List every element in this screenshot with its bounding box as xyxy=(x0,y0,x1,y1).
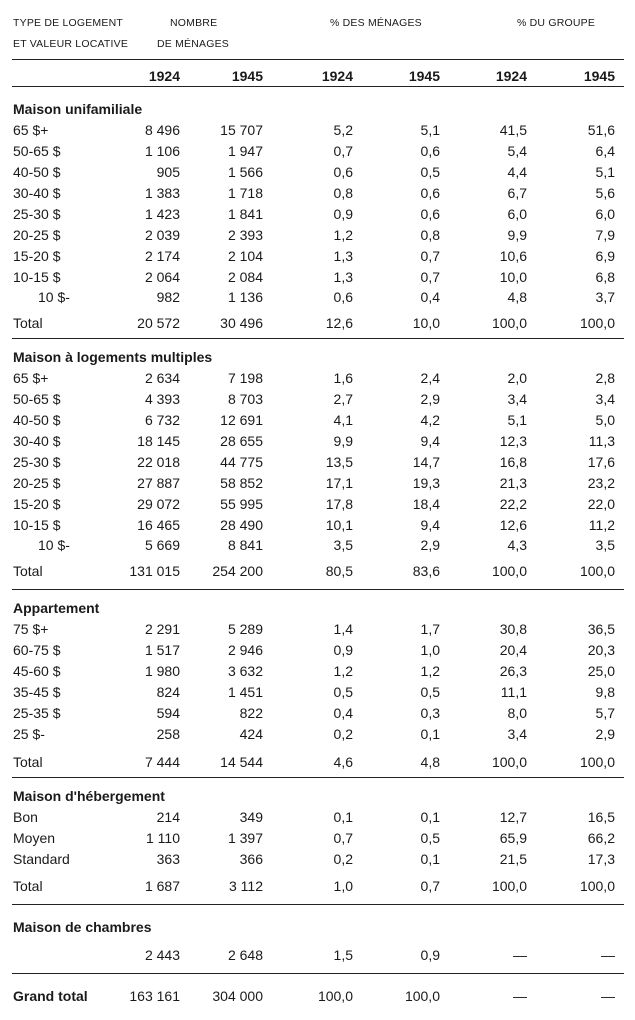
cell-value: 18 145 xyxy=(137,433,180,449)
section-title-label: Maison d'hébergement xyxy=(13,788,165,804)
cell-value: 1,2 xyxy=(333,663,353,679)
total-label: Total xyxy=(13,563,43,579)
cell-value: 824 xyxy=(156,684,180,700)
total-label: Total xyxy=(13,754,43,770)
cell-value: 2 064 xyxy=(144,269,180,285)
cell-value: 0,1 xyxy=(420,809,440,825)
cell-value: 3,7 xyxy=(595,289,615,305)
cell-value: 11,1 xyxy=(500,684,527,700)
cell-value: 100,0 xyxy=(491,563,527,579)
table-row xyxy=(0,724,635,744)
cell-value: 7 444 xyxy=(144,754,180,770)
row-label: 30-40 $ xyxy=(13,433,61,449)
cell-value: 0,2 xyxy=(333,851,353,867)
cell-value: 17,6 xyxy=(587,454,615,470)
cell-value: 30 496 xyxy=(220,315,263,331)
cell-value: 1 106 xyxy=(144,143,180,159)
cell-value: 41,5 xyxy=(499,122,527,138)
row-label: 65 $+ xyxy=(13,370,49,386)
table-row xyxy=(0,141,635,161)
section-title-label: Maison à logements multiples xyxy=(13,349,213,365)
cell-value: 100,0 xyxy=(579,315,615,331)
cell-value: 17,8 xyxy=(325,496,353,512)
section-title xyxy=(0,99,635,119)
cell-value: 0,5 xyxy=(420,164,440,180)
cell-value: 10,0 xyxy=(499,269,527,285)
header-type-line1: TYPE DE LOGEMENT xyxy=(13,17,123,29)
cell-value: 4,2 xyxy=(420,412,440,428)
cell-value: 905 xyxy=(156,164,180,180)
cell-value: 10,0 xyxy=(412,315,440,331)
cell-value: 3,4 xyxy=(507,391,527,407)
total-label: Total xyxy=(13,315,43,331)
cell-value: 0,9 xyxy=(333,206,353,222)
cell-value: — xyxy=(601,988,615,1004)
table-row xyxy=(0,246,635,266)
cell-value: 0,6 xyxy=(420,206,440,222)
cell-value: 2 039 xyxy=(144,227,180,243)
cell-value: 22,0 xyxy=(587,496,615,512)
years-rule xyxy=(12,86,624,87)
total-label: Total xyxy=(13,878,43,894)
cell-value: 12,3 xyxy=(499,433,527,449)
cell-value: 23,2 xyxy=(587,475,615,491)
cell-value: 20,3 xyxy=(587,642,615,658)
cell-value: 10,6 xyxy=(499,248,527,264)
cell-value: 2,9 xyxy=(420,391,440,407)
cell-value: 0,7 xyxy=(333,143,353,159)
section-title-label: Maison unifamiliale xyxy=(13,101,143,117)
cell-value: 0,7 xyxy=(420,269,440,285)
table-row xyxy=(0,945,635,965)
cell-value: 1 110 xyxy=(146,830,180,846)
cell-value: 5,1 xyxy=(595,164,615,180)
cell-value: 11,2 xyxy=(588,517,615,533)
cell-value: 6 732 xyxy=(144,412,180,428)
cell-value: 2 291 xyxy=(144,621,180,637)
row-label: 25-30 $ xyxy=(13,206,61,222)
cell-value: 2 393 xyxy=(227,227,263,243)
cell-value: 3,5 xyxy=(333,537,353,553)
cell-value: 5 289 xyxy=(227,621,263,637)
cell-value: 16 465 xyxy=(137,517,180,533)
cell-value: 6,8 xyxy=(595,269,615,285)
grand-total-row xyxy=(0,986,635,1006)
cell-value: 1,3 xyxy=(333,269,353,285)
cell-value: 21,3 xyxy=(499,475,527,491)
cell-value: 17,1 xyxy=(325,475,353,491)
cell-value: 9,4 xyxy=(420,517,440,533)
row-label: 60-75 $ xyxy=(13,642,61,658)
cell-value: 9,8 xyxy=(595,684,615,700)
cell-value: 6,0 xyxy=(595,206,615,222)
cell-value: 14 544 xyxy=(220,754,263,770)
cell-value: 5,0 xyxy=(595,412,615,428)
cell-value: 36,5 xyxy=(587,621,615,637)
cell-value: 0,6 xyxy=(420,185,440,201)
table-row xyxy=(0,828,635,848)
cell-value: 65,9 xyxy=(499,830,527,846)
cell-value: 0,7 xyxy=(420,878,440,894)
cell-value: 2 174 xyxy=(144,248,180,264)
cell-value: 4,8 xyxy=(420,754,440,770)
cell-value: 58 852 xyxy=(220,475,263,491)
table-row xyxy=(0,204,635,224)
cell-value: 20,4 xyxy=(499,642,527,658)
cell-value: 100,0 xyxy=(579,754,615,770)
total-row xyxy=(0,752,635,772)
cell-value: 1 841 xyxy=(227,206,263,222)
row-label: Bon xyxy=(13,809,38,825)
cell-value: 2,8 xyxy=(595,370,615,386)
cell-value: 0,2 xyxy=(333,726,353,742)
row-label: 15-20 $ xyxy=(13,496,61,512)
cell-value: 4 393 xyxy=(144,391,180,407)
cell-value: 30,8 xyxy=(499,621,527,637)
cell-value: 0,6 xyxy=(420,143,440,159)
row-label: Moyen xyxy=(13,830,56,846)
table-row xyxy=(0,452,635,472)
cell-value: 29 072 xyxy=(137,496,180,512)
cell-value: 4,4 xyxy=(507,164,527,180)
cell-value: 363 xyxy=(156,851,180,867)
cell-value: 16,5 xyxy=(587,809,615,825)
cell-value: 0,4 xyxy=(333,705,353,721)
total-row xyxy=(0,313,635,333)
cell-value: 0,1 xyxy=(420,726,440,742)
cell-value: 100,0 xyxy=(491,878,527,894)
table-row xyxy=(0,515,635,535)
cell-value: 366 xyxy=(239,851,263,867)
table-row xyxy=(0,640,635,660)
cell-value: 100,0 xyxy=(579,563,615,579)
cell-value: 11,3 xyxy=(588,433,615,449)
header-type-line2: ET VALEUR LOCATIVE xyxy=(13,38,129,50)
section-rule xyxy=(12,777,624,778)
cell-value: 0,3 xyxy=(420,705,440,721)
cell-value: 5,4 xyxy=(507,143,527,159)
section-rule xyxy=(12,589,624,590)
cell-value: 5,6 xyxy=(595,185,615,201)
row-label: 10 $- xyxy=(38,289,70,305)
cell-value: 14,7 xyxy=(412,454,440,470)
cell-value: 1,2 xyxy=(420,663,440,679)
year-label: 1945 xyxy=(583,68,615,84)
cell-value: 100,0 xyxy=(317,988,353,1004)
table-row xyxy=(0,225,635,245)
year-label: 1945 xyxy=(408,68,440,84)
cell-value: 2,4 xyxy=(420,370,440,386)
row-label: 50-65 $ xyxy=(13,391,61,407)
cell-value: 6,4 xyxy=(595,143,615,159)
table-row xyxy=(0,473,635,493)
cell-value: 2,7 xyxy=(333,391,353,407)
cell-value: 26,3 xyxy=(499,663,527,679)
row-label: 40-50 $ xyxy=(13,164,61,180)
cell-value: 0,8 xyxy=(420,227,440,243)
table-row xyxy=(0,183,635,203)
table-row xyxy=(0,703,635,723)
row-label: 20-25 $ xyxy=(13,475,61,491)
cell-value: 163 161 xyxy=(129,988,180,1004)
cell-value: 80,5 xyxy=(325,563,353,579)
cell-value: 0,5 xyxy=(333,684,353,700)
cell-value: 0,1 xyxy=(333,809,353,825)
header-rule xyxy=(12,59,624,60)
year-label: 1924 xyxy=(148,68,180,84)
cell-value: 9,9 xyxy=(507,227,527,243)
cell-value: 304 000 xyxy=(212,988,263,1004)
cell-value: 6,7 xyxy=(507,185,527,201)
cell-value: 1,6 xyxy=(333,370,353,386)
row-label: 75 $+ xyxy=(13,621,49,637)
years-row xyxy=(0,66,635,86)
cell-value: 254 200 xyxy=(212,563,263,579)
row-label: 10-15 $ xyxy=(13,517,61,533)
cell-value: 12,7 xyxy=(499,809,527,825)
cell-value: 18,4 xyxy=(412,496,440,512)
cell-value: 1 947 xyxy=(227,143,263,159)
cell-value: 100,0 xyxy=(491,754,527,770)
cell-value: 131 015 xyxy=(129,563,180,579)
cell-value: 0,8 xyxy=(333,185,353,201)
table-row xyxy=(0,849,635,869)
cell-value: 55 995 xyxy=(220,496,263,512)
cell-value: 1,0 xyxy=(420,642,440,658)
table-row xyxy=(0,431,635,451)
section-title xyxy=(0,347,635,367)
cell-value: 8 703 xyxy=(227,391,263,407)
cell-value: 44 775 xyxy=(220,454,263,470)
section-rule xyxy=(12,973,624,974)
cell-value: 1,0 xyxy=(333,878,353,894)
total-row xyxy=(0,876,635,896)
cell-value: 1 517 xyxy=(144,642,180,658)
cell-value: 1 423 xyxy=(144,206,180,222)
cell-value: 5,1 xyxy=(507,412,527,428)
row-label: 50-65 $ xyxy=(13,143,61,159)
cell-value: 6,0 xyxy=(507,206,527,222)
cell-value: 27 887 xyxy=(137,475,180,491)
cell-value: 214 xyxy=(156,809,180,825)
cell-value: 822 xyxy=(239,705,263,721)
table-row xyxy=(0,410,635,430)
cell-value: 1,7 xyxy=(420,621,440,637)
cell-value: 8 841 xyxy=(227,537,263,553)
cell-value: 13,5 xyxy=(325,454,353,470)
cell-value: 100,0 xyxy=(579,878,615,894)
cell-value: 1 136 xyxy=(227,289,263,305)
table-row xyxy=(0,120,635,140)
cell-value: 1 980 xyxy=(144,663,180,679)
cell-value: 1,5 xyxy=(333,947,353,963)
cell-value: 4,1 xyxy=(333,412,353,428)
cell-value: 0,7 xyxy=(333,830,353,846)
cell-value: 6,9 xyxy=(595,248,615,264)
cell-value: 0,1 xyxy=(420,851,440,867)
cell-value: 12,6 xyxy=(325,315,353,331)
cell-value: 1 397 xyxy=(227,830,263,846)
cell-value: 12 691 xyxy=(220,412,263,428)
cell-value: 5 669 xyxy=(144,537,180,553)
cell-value: 424 xyxy=(239,726,263,742)
cell-value: 21,5 xyxy=(499,851,527,867)
cell-value: 19,3 xyxy=(412,475,440,491)
section-title xyxy=(0,786,635,806)
cell-value: 2,9 xyxy=(420,537,440,553)
cell-value: 1,2 xyxy=(333,227,353,243)
cell-value: 2,0 xyxy=(507,370,527,386)
cell-value: 0,5 xyxy=(420,684,440,700)
cell-value: 3 632 xyxy=(227,663,263,679)
cell-value: 83,6 xyxy=(412,563,440,579)
cell-value: 2 648 xyxy=(227,947,263,963)
cell-value: — xyxy=(601,947,615,963)
table-row xyxy=(0,661,635,681)
cell-value: 0,9 xyxy=(333,642,353,658)
row-label: 25-35 $ xyxy=(13,705,61,721)
cell-value: 1 687 xyxy=(144,878,180,894)
cell-value: 2 104 xyxy=(227,248,263,264)
row-label: Standard xyxy=(13,851,70,867)
row-label: 40-50 $ xyxy=(13,412,61,428)
cell-value: 2 443 xyxy=(144,947,180,963)
cell-value: 9,9 xyxy=(333,433,353,449)
row-label: 10 $- xyxy=(38,537,70,553)
table-row xyxy=(0,389,635,409)
cell-value: 0,5 xyxy=(420,830,440,846)
cell-value: 8 496 xyxy=(144,122,180,138)
cell-value: 0,9 xyxy=(420,947,440,963)
table-row xyxy=(0,368,635,388)
cell-value: 1 566 xyxy=(227,164,263,180)
cell-value: 1 451 xyxy=(227,684,263,700)
cell-value: 2 946 xyxy=(227,642,263,658)
table-row xyxy=(0,807,635,827)
cell-value: — xyxy=(513,988,527,1004)
section-rule xyxy=(12,338,624,339)
row-label: 15-20 $ xyxy=(13,248,61,264)
row-label: 25-30 $ xyxy=(13,454,61,470)
cell-value: 12,6 xyxy=(499,517,527,533)
cell-value: 8,0 xyxy=(507,705,527,721)
year-label: 1924 xyxy=(495,68,527,84)
year-label: 1945 xyxy=(231,68,263,84)
cell-value: 1,3 xyxy=(333,248,353,264)
cell-value: 1,4 xyxy=(333,621,353,637)
cell-value: 100,0 xyxy=(491,315,527,331)
cell-value: 0,6 xyxy=(333,289,353,305)
row-label: 30-40 $ xyxy=(13,185,61,201)
cell-value: 10,1 xyxy=(325,517,353,533)
cell-value: 51,6 xyxy=(587,122,615,138)
cell-value: 4,6 xyxy=(333,754,353,770)
table-row xyxy=(0,619,635,639)
table-row xyxy=(0,287,635,307)
cell-value: 982 xyxy=(156,289,180,305)
year-label: 1924 xyxy=(321,68,353,84)
grand-total-label: Grand total xyxy=(13,988,88,1004)
row-label: 25 $- xyxy=(13,726,45,742)
cell-value: 28 490 xyxy=(220,517,263,533)
cell-value: 100,0 xyxy=(404,988,440,1004)
cell-value: 258 xyxy=(156,726,180,742)
cell-value: 22,2 xyxy=(499,496,527,512)
section-title xyxy=(0,917,635,937)
section-title-label: Maison de chambres xyxy=(13,919,152,935)
cell-value: 7 198 xyxy=(227,370,263,386)
cell-value: 20 572 xyxy=(137,315,180,331)
cell-value: 0,4 xyxy=(420,289,440,305)
cell-value: 0,6 xyxy=(333,164,353,180)
header-pct-group: % DU GROUPE xyxy=(517,17,596,29)
cell-value: 15 707 xyxy=(220,122,263,138)
cell-value: 5,1 xyxy=(420,122,440,138)
row-label: 65 $+ xyxy=(13,122,49,138)
cell-value: 4,3 xyxy=(507,537,527,553)
cell-value: 25,0 xyxy=(587,663,615,679)
cell-value: 2 634 xyxy=(144,370,180,386)
cell-value: 3 112 xyxy=(229,878,263,894)
cell-value: 7,9 xyxy=(595,227,615,243)
cell-value: 22 018 xyxy=(137,454,180,470)
section-title xyxy=(0,598,635,618)
table-row xyxy=(0,535,635,555)
cell-value: 9,4 xyxy=(420,433,440,449)
row-label: 45-60 $ xyxy=(13,663,61,679)
cell-value: 66,2 xyxy=(587,830,615,846)
section-title-label: Appartement xyxy=(13,600,100,616)
cell-value: 349 xyxy=(239,809,263,825)
cell-value: 594 xyxy=(156,705,180,721)
cell-value: 5,2 xyxy=(333,122,353,138)
cell-value: 28 655 xyxy=(220,433,263,449)
cell-value: 2 084 xyxy=(227,269,263,285)
total-row xyxy=(0,561,635,581)
section-rule xyxy=(12,904,624,905)
cell-value: 1 718 xyxy=(227,185,263,201)
cell-value: 16,8 xyxy=(499,454,527,470)
cell-value: 17,3 xyxy=(587,851,615,867)
header-pct-households: % DES MÉNAGES xyxy=(330,17,422,29)
cell-value: 4,8 xyxy=(507,289,527,305)
header-count-line1: NOMBRE xyxy=(170,17,218,29)
row-label: 10-15 $ xyxy=(13,269,61,285)
cell-value: 0,7 xyxy=(420,248,440,264)
cell-value: 1 383 xyxy=(144,185,180,201)
cell-value: 3,4 xyxy=(595,391,615,407)
cell-value: — xyxy=(513,947,527,963)
cell-value: 5,7 xyxy=(595,705,615,721)
cell-value: 2,9 xyxy=(595,726,615,742)
cell-value: 3,5 xyxy=(595,537,615,553)
row-label: 35-45 $ xyxy=(13,684,61,700)
table-row xyxy=(0,682,635,702)
header-count-line2: DE MÉNAGES xyxy=(157,38,230,50)
cell-value: 3,4 xyxy=(507,726,527,742)
table-row xyxy=(0,267,635,287)
row-label: 20-25 $ xyxy=(13,227,61,243)
table-row xyxy=(0,162,635,182)
table-row xyxy=(0,494,635,514)
